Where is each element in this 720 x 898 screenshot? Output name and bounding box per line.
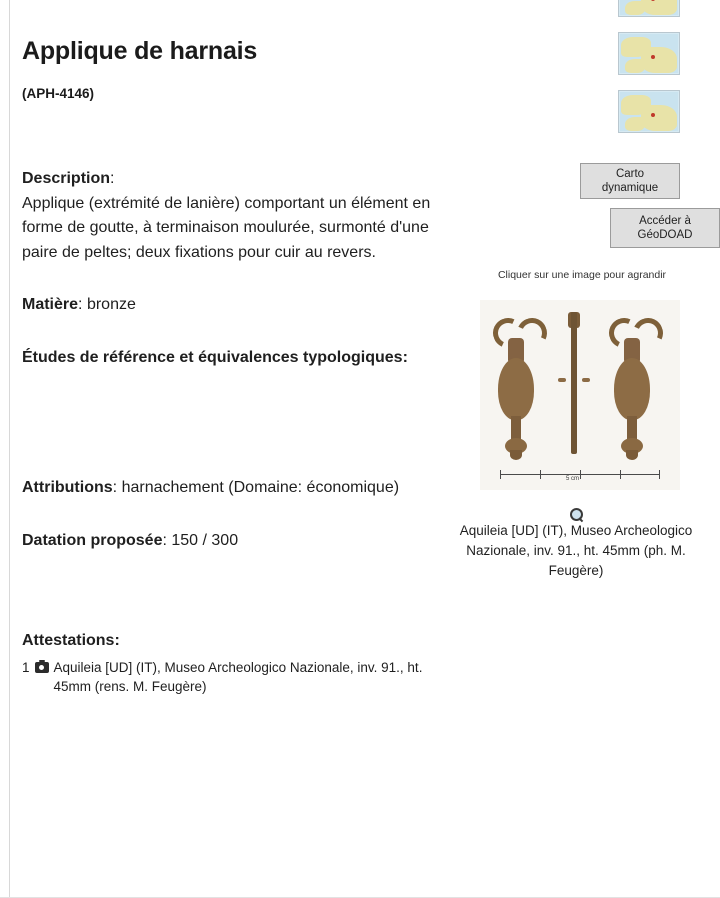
scale-tick xyxy=(659,470,660,479)
scale-tick xyxy=(540,470,541,479)
description-block xyxy=(22,167,450,265)
map-border xyxy=(619,0,679,16)
camera-icon[interactable] xyxy=(35,662,49,673)
record-content xyxy=(0,0,450,696)
attestations-block xyxy=(22,629,450,696)
rivet-lug xyxy=(582,378,590,382)
matiere-label: Matière xyxy=(22,296,79,313)
attributions-block xyxy=(22,476,450,501)
datation-value: 150 / 300 xyxy=(171,531,239,549)
map-thumb-3[interactable] xyxy=(618,90,680,133)
acceder-geodoad-button[interactable] xyxy=(610,208,720,248)
datation-colon: : xyxy=(162,531,167,549)
list-item xyxy=(22,658,450,696)
scale-tick xyxy=(580,470,581,479)
matiere-value: bronze xyxy=(86,296,136,313)
scale-tick xyxy=(500,470,501,479)
matiere-colon: : xyxy=(78,296,83,313)
etudes-colon: : xyxy=(402,348,408,366)
attestations-label: Attestations xyxy=(22,632,115,649)
map-border xyxy=(619,91,679,132)
geodoad-line-2: GéoDOAD xyxy=(637,229,693,241)
matiere-block xyxy=(22,293,450,318)
geodoad-line-1: Accéder à xyxy=(639,215,691,227)
etudes-block xyxy=(22,346,450,371)
page-title: Applique de harnais xyxy=(22,37,258,65)
drop-shape xyxy=(614,358,650,420)
photo-caption: Aquileia [UD] (IT), Museo Archeologico Nazionale, inv. 91., ht. 45mm (ph. M. Feugère) xyxy=(459,523,693,578)
attributions-value: harnachement (Domaine: économique) xyxy=(121,479,400,496)
artifact-photo[interactable] xyxy=(480,300,680,490)
description-value: Applique (extrémité de lanière) comportant un élément en forme de goutte, à terminaison moulurée, surmonté d'une paire de peltes; deux fixations pour cuir au revers. xyxy=(22,194,431,261)
artifact-side-view xyxy=(568,312,580,464)
scale-tick xyxy=(620,470,621,479)
tip-shape xyxy=(626,450,638,460)
attestations-list xyxy=(22,658,450,696)
artifact-front-view xyxy=(492,312,540,464)
attestation-number: 1 xyxy=(22,659,30,675)
magnifier-icon[interactable] xyxy=(570,508,583,521)
datation-block xyxy=(22,529,450,554)
map-thumb-1[interactable] xyxy=(618,0,680,17)
record-code: (APH-4146) xyxy=(22,86,95,101)
attestations-colon: : xyxy=(114,632,120,649)
rivet-lug xyxy=(558,378,566,382)
description-colon: : xyxy=(110,170,115,187)
scale-label: 5 cm xyxy=(566,476,580,482)
datation-label: Datation proposée xyxy=(22,531,163,549)
description-label: Description xyxy=(22,170,111,187)
map-thumbnail-strip xyxy=(618,0,680,148)
image-zoom-hint: Cliquer sur une image pour agrandir xyxy=(497,269,667,281)
attributions-colon: : xyxy=(112,479,118,496)
artifact-back-view xyxy=(608,312,656,464)
side-bar-shape xyxy=(571,312,577,454)
map-thumb-2[interactable] xyxy=(618,32,680,75)
carto-dynamique-button[interactable]: Carto dynamique xyxy=(580,163,680,199)
scale-bar xyxy=(500,470,660,484)
etudes-label: Études de référence et équivalences typologiques xyxy=(22,348,403,366)
attestation-text: Aquileia [UD] (IT), Museo Archeologico Nazionale, inv. 91., ht. 45mm (rens. M. Feugère) xyxy=(53,659,423,694)
attributions-label: Attributions xyxy=(22,479,113,496)
drop-shape xyxy=(498,358,534,420)
map-border xyxy=(619,33,679,74)
tip-shape xyxy=(510,450,522,460)
